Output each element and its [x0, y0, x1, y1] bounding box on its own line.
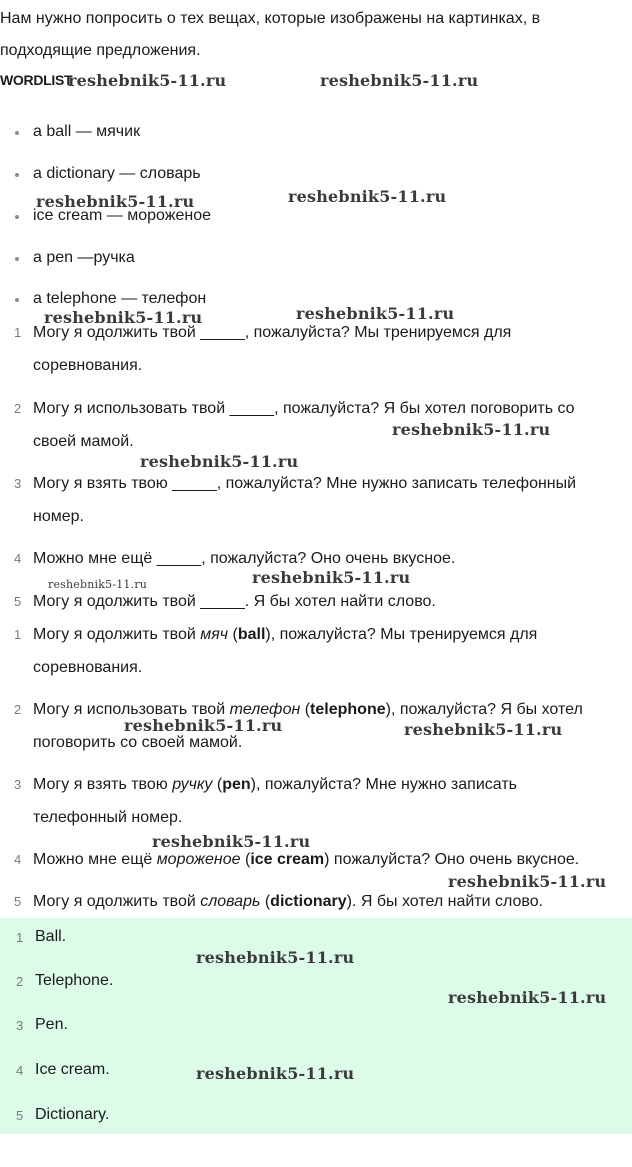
task-number: 2: [14, 401, 22, 416]
answer-item: Dictionary.: [35, 1106, 110, 1123]
bullet-icon: [15, 173, 19, 177]
watermark: reshebnik5-11.ru: [196, 948, 355, 967]
filled-number: 4: [14, 852, 22, 867]
watermark: reshebnik5-11.ru: [252, 568, 411, 587]
task-sentence: Могу я одолжить твой _____. Я бы хотел найти слово.: [33, 593, 436, 610]
watermark: reshebnik5-11.ru: [320, 71, 479, 90]
watermark: reshebnik5-11.ru: [288, 187, 447, 206]
filled-number: 1: [14, 627, 22, 642]
task-sentence: Могу я использовать твой _____, пожалуйста? Я бы хотел поговорить со своей мамой.: [33, 400, 575, 450]
bullet-icon: [15, 257, 19, 261]
watermark: reshebnik5-11.ru: [448, 988, 607, 1007]
watermark: reshebnik5-11.ru: [296, 304, 455, 323]
watermark: reshebnik5-11.ru: [48, 578, 148, 591]
filled-sentence: Могу я одолжить твой словарь (dictionary). Я бы хотел найти слово.: [33, 893, 544, 910]
answer-item: Ice cream.: [35, 1061, 110, 1078]
answer-item: Pen.: [35, 1016, 68, 1033]
answer-number: 2: [16, 974, 24, 989]
task-sentence: Могу я одолжить твой _____, пожалуйста? Мы тренируемся для соревнования.: [33, 324, 512, 374]
watermark: reshebnik5-11.ru: [404, 720, 563, 739]
answer-number: 5: [16, 1108, 24, 1123]
wordlist-title: WORDLIST: [0, 72, 73, 88]
task-sentence: Могу я взять твою _____, пожалуйста? Мне нужно записать телефонный номер.: [33, 475, 577, 525]
watermark: reshebnik5-11.ru: [44, 308, 203, 327]
page: Нам нужно попросить о тех вещах, которые изображены на картинках, в подходящие предложения. WORDLIST a ball — мячик a dictionary — словарь ice cream — мороженое a pen —ручка a telephone — телефон 1 Могу я одолжить твой _____, пожалуйста? Мы тренируемся для соревнования. 2 Могу я использовать твой _____, пожалуйста? Я бы хотел поговорить со своей мамой. 3 Могу я взять твою _____, пожалуйста? Мне нужно записать телефонный номер. 4 Можно мне ещё _____, пожалуйста? Оно очень вкусное. 5 Могу я одолжить твой _____. Я бы хотел найти слово. 1 Могу я одолжить твой мяч (ball), пожалуйста? Мы тренируемся для соревнования. 2 Могу я использовать твой телефон (telephone), пожалуйста? Я бы хотел поговорить со своей мамой. 3 Могу я взять твою ручку (pen), пожалуйста? Мне нужно записать телефонный номер. 4 Можно мне ещё мороженое (ice cream) пожалуйста? Оно очень вкусное. 5 Могу я одолжить твой словарь (dictionary). Я бы хотел найти слово. 1 Ball. 2 Telephone. 3 Pen. 4 Ice cream. 5 Dictionary. reshebnik5-11.ru reshebnik5-11.ru reshebnik5-11.ru reshebnik5-11.ru reshebnik5-11.ru reshebnik5-11.ru reshebnik5-11.ru reshebnik5-11.ru reshebnik5-11.ru reshebnik5-11.ru reshebnik5-11.ru reshebnik5-11.ru reshebnik5-11.ru reshebnik5-11.ru reshebnik5-11.ru reshebnik5-11.ru reshebnik5-11.ru: [0, 0, 632, 1167]
watermark: reshebnik5-11.ru: [448, 872, 607, 891]
watermark: reshebnik5-11.ru: [36, 192, 195, 211]
task-sentence: Можно мне ещё _____, пожалуйста? Оно очень вкусное.: [33, 550, 456, 567]
watermark: reshebnik5-11.ru: [196, 1064, 355, 1083]
task-number: 3: [14, 476, 22, 491]
task-number: 4: [14, 551, 22, 566]
filled-number: 3: [14, 777, 22, 792]
answer-number: 3: [16, 1018, 24, 1033]
watermark: reshebnik5-11.ru: [68, 71, 227, 90]
bullet-icon: [15, 131, 19, 135]
filled-sentence: Могу я взять твою ручку (pen), пожалуйста? Мне нужно записать телефонный номер.: [33, 776, 517, 826]
watermark: reshebnik5-11.ru: [392, 420, 551, 439]
task-intro: Нам нужно попросить о тех вещах, которые изображены на картинках, в подходящие предложения.: [0, 10, 541, 59]
watermark: reshebnik5-11.ru: [152, 832, 311, 851]
answer-item: Telephone.: [35, 972, 114, 989]
filled-sentence: Могу я использовать твой телефон (telephone), пожалуйста? Я бы хотел поговорить со своей мамой.: [33, 701, 583, 751]
watermark: reshebnik5-11.ru: [140, 452, 299, 471]
filled-sentence: Можно мне ещё мороженое (ice cream) пожалуйста? Оно очень вкусное.: [33, 851, 580, 868]
bullet-icon: [15, 298, 19, 302]
filled-number: 2: [14, 702, 22, 717]
watermark: reshebnik5-11.ru: [124, 716, 283, 735]
filled-sentence: Могу я одолжить твой мяч (ball), пожалуйста? Мы тренируемся для соревнования.: [33, 626, 538, 676]
task-number: 5: [14, 594, 22, 609]
task-number: 1: [14, 325, 22, 340]
bullet-icon: [15, 215, 19, 219]
answer-item: Ball.: [35, 928, 67, 945]
answer-number: 4: [16, 1063, 24, 1078]
answer-number: 1: [16, 930, 24, 945]
filled-number: 5: [14, 894, 22, 909]
